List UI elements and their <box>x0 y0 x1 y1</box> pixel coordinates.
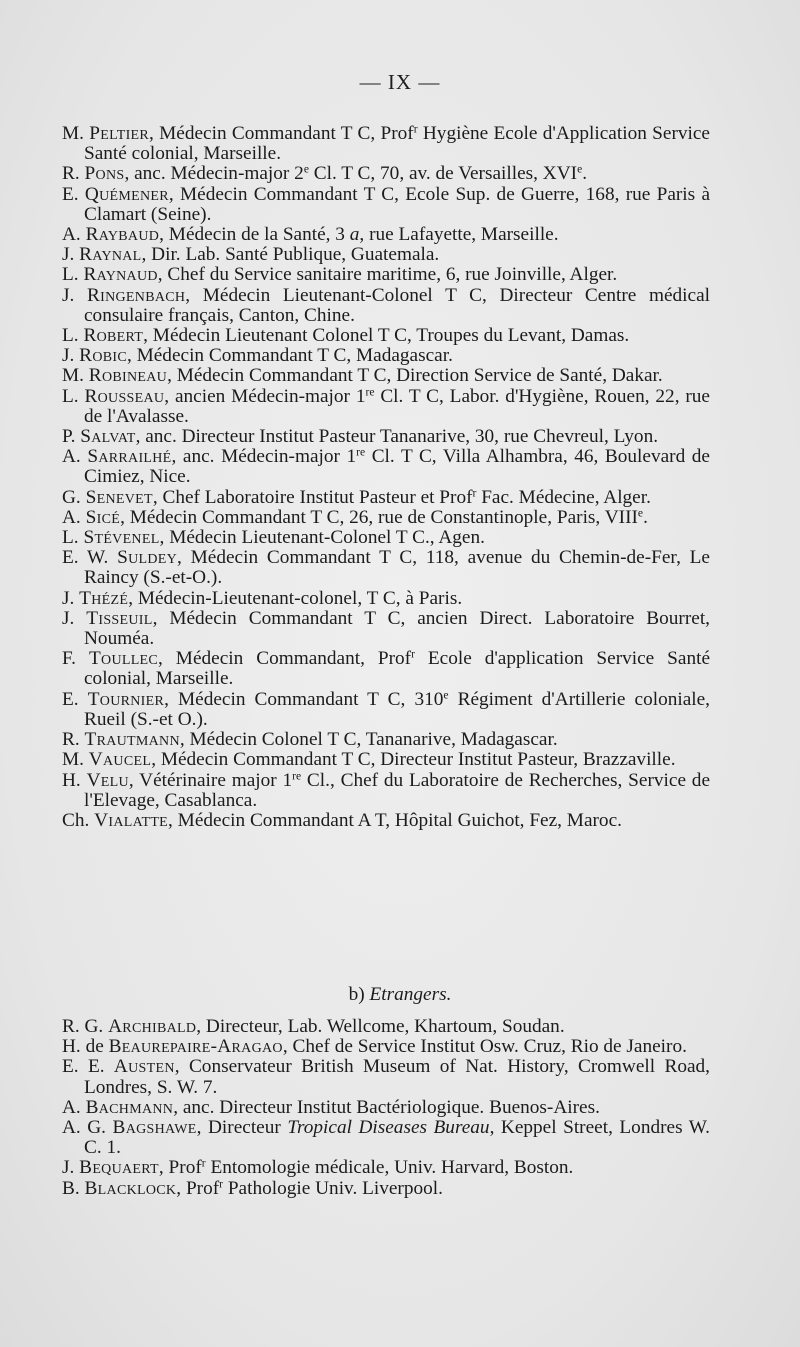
entry-text: , Chef Laboratoire Institut Pasteur et Prof <box>152 486 473 508</box>
list-entry <box>62 1118 710 1158</box>
list-entry <box>62 528 710 548</box>
entry-initial: R. G. <box>62 1016 104 1037</box>
entry-initial: L. <box>62 385 79 407</box>
entry-surname: Tournier <box>87 688 165 710</box>
entry-italic: Tropical Diseases Bureau <box>287 1117 490 1139</box>
entry-surname: Quémener <box>84 183 169 205</box>
list-entry <box>62 1098 710 1118</box>
list-entry <box>62 1037 710 1057</box>
entry-text: , Médecin Commandant, Prof <box>158 648 412 670</box>
entry-surname: Archibald <box>108 1016 197 1037</box>
entry-text: , anc. Directeur Institut Pasteur Tananarive, 30, rue Chevreul, Lyon. <box>135 426 659 448</box>
list-entry <box>62 447 710 487</box>
entry-surname: Robineau <box>88 365 168 387</box>
entry-text: Cl., Chef du Laboratoire de Recherches, Service de l'Elevage, Casablanca. <box>84 769 710 811</box>
entry-surname: Ringenbach <box>86 284 186 306</box>
entry-text: , Médecin Lieutenant Colonel T C, Troupes du Levant, Damas. <box>143 325 630 347</box>
list-entry <box>62 185 710 225</box>
entry-text: Cl. T C, Labor. d'Hygiène, Rouen, 22, rue de l'Avalasse. <box>84 385 710 427</box>
entry-initial: L. <box>62 325 79 347</box>
entry-text: , Prof <box>158 1157 202 1179</box>
entry-text: , Prof <box>176 1177 220 1199</box>
entry-initial: H. de <box>62 1036 104 1058</box>
entry-text: , Médecin Colonel T C, Tananarive, Madagascar. <box>179 729 558 751</box>
entry-superscript: re <box>356 445 366 459</box>
entry-superscript: r <box>219 1177 224 1191</box>
entry-surname: Raynal <box>79 244 142 266</box>
entry-initial: G. <box>62 486 81 508</box>
entry-surname: Trautmann <box>84 729 180 751</box>
entry-text: Cl. T C, Villa Alhambra, 46, Boulevard de Cimiez, Nice. <box>84 446 710 488</box>
entry-surname: Tisseuil <box>86 607 153 629</box>
entry-text: , Médecin Commandant T C, Direction Service de Santé, Dakar. <box>167 365 663 387</box>
list-entry <box>62 609 710 649</box>
entry-initial: A. <box>62 1096 81 1118</box>
list-entry <box>62 225 710 245</box>
entry-initial: J. <box>62 1157 75 1179</box>
entry-surname: Salvat <box>80 426 136 448</box>
entry-text: , Médecin de la Santé, 3 <box>159 224 350 246</box>
entry-initial: J. <box>62 345 75 367</box>
entry-text: Hygiène Ecole d'Application Service Santé colonial, Marseille. <box>84 123 710 165</box>
entry-text: , Vétérinaire major 1 <box>128 769 293 791</box>
entry-initial: J. <box>62 587 75 609</box>
entry-initial: J. <box>62 244 75 266</box>
entry-surname: Raybaud <box>85 224 160 246</box>
entry-text: , Dir. Lab. Santé Publique, Guatemala. <box>141 244 440 266</box>
section-heading <box>0 984 800 1006</box>
entry-text: , Directeur, Lab. Wellcome, Khartoum, Soudan. <box>196 1016 565 1037</box>
entry-text: , Médecin Commandant T C, 310 <box>164 688 444 710</box>
list-entry <box>62 1179 710 1199</box>
entry-surname: Beaurepaire-Aragao <box>108 1036 283 1058</box>
entry-surname: Vialatte <box>94 809 169 831</box>
list-entry <box>62 811 710 831</box>
entry-initial: E. <box>62 688 79 710</box>
entry-surname: Robic <box>79 345 127 367</box>
list-entry <box>62 730 710 750</box>
entry-initial: L. <box>62 527 79 549</box>
list-entry <box>62 771 710 811</box>
list-entry <box>62 164 710 184</box>
entry-text: , Médecin Lieutenant-Colonel T C., Agen. <box>159 527 485 549</box>
entry-list-etrangers <box>62 1017 710 1199</box>
entry-text: Cl. T C, 70, av. de Versailles, XVI <box>308 163 578 185</box>
entry-initial: Ch. <box>62 809 90 831</box>
list-entry <box>62 124 710 164</box>
entry-surname: Toullec <box>88 648 159 670</box>
entry-surname: Velu <box>86 769 129 791</box>
entry-surname: Stévenel <box>83 527 160 549</box>
list-entry <box>62 1057 710 1097</box>
entry-initial: E. E. <box>62 1056 105 1078</box>
entry-text: , Médecin Commandant T C, ancien Direct. Laboratoire Bourret, Nouméa. <box>84 607 710 650</box>
list-entry <box>62 245 710 265</box>
entry-surname: Rousseau <box>84 385 165 407</box>
entry-superscript: r <box>472 486 477 500</box>
entry-surname: Peltier <box>89 123 150 144</box>
entry-text: , Chef du Service sanitaire maritime, 6, rue Joinville, Alger. <box>157 264 618 286</box>
entry-text: , Chef de Service Institut Osw. Cruz, Rio de Janeiro. <box>282 1036 687 1058</box>
entry-text: , Conservateur British Museum of Nat. History, Cromwell Road, Londres, S. W. 7. <box>84 1056 710 1098</box>
entry-superscript: e <box>303 163 309 177</box>
entry-superscript: r <box>411 647 415 661</box>
entry-surname: Sicé <box>85 506 121 528</box>
entry-text: Fac. Médecine, Alger. <box>476 486 651 508</box>
entry-text: , anc. Médecin-major 1 <box>171 446 357 468</box>
list-entry <box>62 750 710 770</box>
entry-italic: a <box>349 224 360 246</box>
entry-text: , Médecin Commandant T C, Directeur Institut Pasteur, Brazzaville. <box>151 749 676 771</box>
entry-initial: H. <box>62 769 81 791</box>
list-entry <box>62 649 710 689</box>
entry-text: , anc. Directeur Institut Bactériologique. Buenos-Aires. <box>173 1096 600 1118</box>
entry-surname: Senevet <box>85 486 153 508</box>
entry-initial: M. <box>62 749 84 771</box>
entry-text: , anc. Médecin-major 2 <box>124 163 304 185</box>
list-entry <box>62 387 710 427</box>
list-entry <box>62 488 710 508</box>
entry-superscript: e <box>637 506 644 520</box>
entry-text: . <box>582 163 588 185</box>
entry-text: , Médecin Lieutenant-Colonel T C, Directeur Centre médical consulaire français, Canton, Chine. <box>84 284 710 326</box>
entry-surname: Bagshawe <box>112 1117 197 1139</box>
list-entry <box>62 548 710 588</box>
entry-surname: Sarrailhé <box>87 446 172 468</box>
entry-text: , rue Lafayette, Marseille. <box>359 224 559 246</box>
entry-initial: A. <box>62 506 81 528</box>
entry-text: , Médecin Commandant T C, Madagascar. <box>126 345 453 367</box>
page-number: — IX — <box>359 70 441 94</box>
entry-text: , ancien Médecin-major 1 <box>164 385 366 407</box>
list-entry <box>62 690 710 730</box>
entry-surname: Thézé <box>79 587 129 609</box>
entry-superscript: re <box>292 769 302 783</box>
list-entry <box>62 346 710 366</box>
entry-surname: Robert <box>83 325 144 347</box>
entry-surname: Blacklock <box>84 1177 177 1199</box>
entry-initial: R. <box>62 729 80 751</box>
entry-surname: Raynaud <box>83 264 158 286</box>
entry-initial: J. <box>62 284 75 306</box>
entry-initial: E. W. <box>62 547 109 569</box>
entry-initial: F. <box>62 648 76 670</box>
entry-superscript: re <box>365 385 375 399</box>
entry-text: Ecole d'application Service Santé colonial, Marseille. <box>84 648 711 690</box>
entry-text: , Médecin Commandant T C, 26, rue de Constantinople, Paris, VIII <box>120 506 638 528</box>
list-entry <box>62 1017 710 1037</box>
entry-list-france <box>62 124 710 831</box>
entry-superscript: r <box>413 122 418 136</box>
entry-initial: A. G. <box>62 1117 107 1139</box>
list-entry <box>62 366 710 386</box>
entry-text: , Médecin Commandant T C, Ecole Sup. de Guerre, 168, rue Paris à Clamart (Seine). <box>84 183 710 225</box>
entry-initial: J. <box>62 607 75 629</box>
entry-superscript: e <box>443 688 449 702</box>
entry-superscript: e <box>577 163 583 177</box>
entry-initial: R. <box>62 163 80 185</box>
entry-initial: P. <box>62 426 76 448</box>
entry-text: . <box>643 506 648 528</box>
entry-initial: A. <box>62 224 81 246</box>
entry-text: Pathologie Univ. Liverpool. <box>223 1177 443 1199</box>
entry-surname: Suldey <box>117 547 178 569</box>
section-title: Etrangers. <box>369 984 452 1005</box>
entry-surname: Pons <box>84 163 125 185</box>
entry-initial: L. <box>62 264 79 286</box>
entry-surname: Austen <box>113 1056 175 1078</box>
entry-surname: Bequaert <box>79 1157 159 1179</box>
entry-initial: M. <box>62 365 84 387</box>
list-entry <box>62 265 710 285</box>
list-entry <box>62 1158 710 1178</box>
entry-surname: Vaucel <box>88 749 152 771</box>
list-entry <box>62 589 710 609</box>
list-entry <box>62 326 710 346</box>
entry-superscript: r <box>201 1157 206 1171</box>
entry-text: , Médecin-Lieutenant-colonel, T C, à Paris. <box>128 587 463 609</box>
entry-initial: E. <box>62 183 79 205</box>
entry-text: , Keppel Street, Londres W. C. 1. <box>84 1117 711 1159</box>
section-letter: b) <box>348 984 365 1005</box>
entry-text: Entomologie médicale, Univ. Harvard, Boston. <box>205 1157 574 1179</box>
entry-text: , Médecin Commandant A T, Hôpital Guichot, Fez, Maroc. <box>168 809 622 831</box>
entry-surname: Bachmann <box>85 1096 174 1118</box>
entry-text: Régiment d'Artillerie coloniale, Rueil (S.-et O.). <box>84 688 711 730</box>
entry-text: , Médecin Commandant T C, Prof <box>149 123 414 144</box>
entry-text: , Médecin Commandant T C, 118, avenue du Chemin-de-Fer, Le Raincy (S.-et-O.). <box>84 547 710 589</box>
entry-initial: B. <box>62 1177 80 1199</box>
list-entry <box>62 286 710 326</box>
entry-initial: A. <box>62 446 81 468</box>
entry-text: , Directeur <box>196 1117 288 1139</box>
list-entry <box>62 508 710 528</box>
list-entry <box>62 427 710 447</box>
entry-initial: M. <box>62 123 84 144</box>
